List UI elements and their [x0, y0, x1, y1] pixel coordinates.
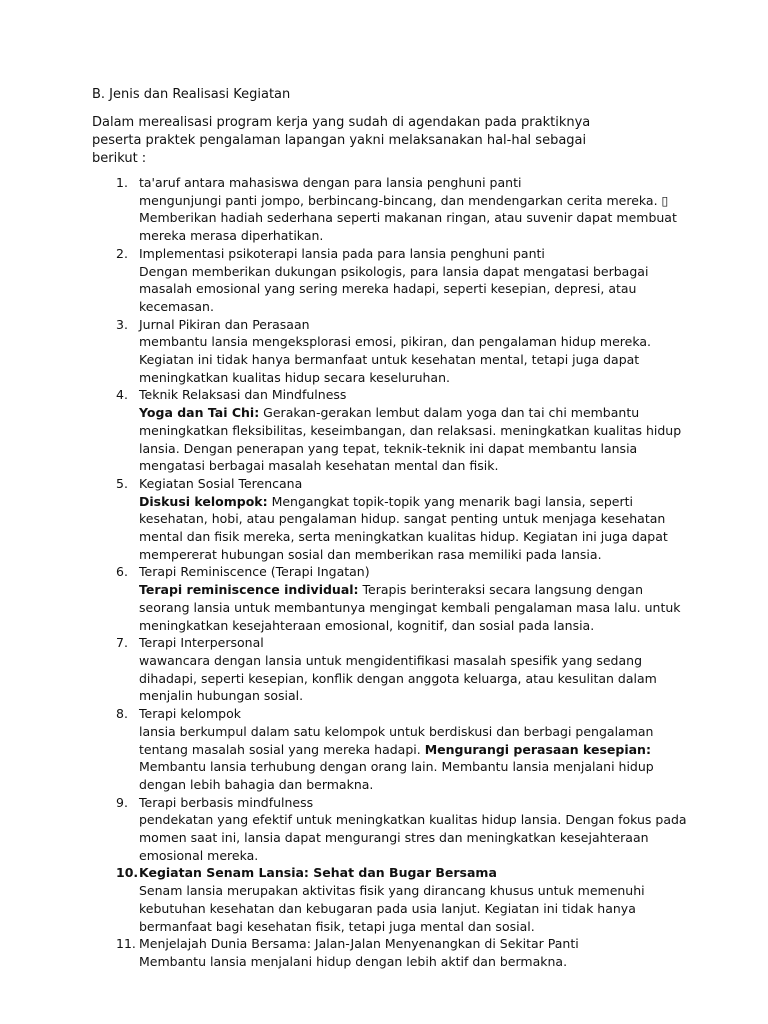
- list-item-10: [92, 864, 692, 935]
- list-item-7: [92, 634, 692, 705]
- list-item-1: [92, 174, 692, 245]
- item-body: [139, 723, 692, 794]
- item-title: Jurnal Pikiran dan Perasaan: [139, 316, 310, 332]
- item-title: Kegiatan Sosial Terencana: [139, 475, 303, 491]
- item-number: 6.: [116, 564, 128, 580]
- document-page: [92, 86, 692, 971]
- list-item-3: [92, 316, 692, 387]
- list-item-4: [92, 386, 692, 475]
- item-title: Implementasi psikoterapi lansia pada para lansia penghuni panti: [139, 245, 545, 261]
- item-title: Kegiatan Senam Lansia: Sehat dan Bugar Bersama: [139, 865, 497, 881]
- list-item-9: [92, 794, 692, 865]
- list-item-6: [92, 563, 692, 634]
- item-lead: Yoga dan Tai Chi:: [139, 405, 260, 421]
- item-number: 5.: [116, 475, 128, 491]
- item-body-text: Gerakan-gerakan lembut dalam yoga dan tai chi membantu meningkatkan fleksibilitas, keseimbangan, dan relaksasi. meningkatkan kualitas hidup lansia. Dengan penerapan yang tepat, teknik-teknik ini dapat membantu lansia mengatasi berbagai masalah kesehatan mental dan fisik.: [139, 405, 682, 474]
- activity-list: [92, 174, 692, 971]
- item-body-tail: Membantu lansia terhubung dengan orang lain. Membantu lansia menjalani hidup dengan lebih bahagia dan bermakna.: [139, 759, 654, 792]
- item-body-text: lansia berkumpul dalam satu kelompok untuk berdiskusi dan berbagi pengalaman tentang masalah sosial yang mereka hadapi.: [139, 723, 654, 757]
- list-item-11: [92, 935, 692, 970]
- intro-paragraph: Dalam merealisasi program kerja yang sudah di agendakan pada praktiknya peserta praktek pengalaman lapangan yakni melaksanakan hal-hal sebagai berikut :: [92, 115, 591, 166]
- item-title: Terapi Reminiscence (Terapi Ingatan): [139, 564, 370, 580]
- item-number: 8.: [116, 706, 128, 722]
- list-item-2: [92, 245, 692, 316]
- item-title: Teknik Relaksasi dan Mindfulness: [139, 387, 347, 403]
- item-body: [139, 404, 692, 475]
- item-number: 3.: [116, 316, 128, 332]
- item-body: [139, 581, 692, 634]
- section-heading: B. Jenis dan Realisasi Kegiatan: [92, 87, 291, 102]
- item-body: Dengan memberikan dukungan psikologis, para lansia dapat mengatasi berbagai masalah emosional yang sering mereka hadapi, seperti kesepian, depresi, atau kecemasan.: [139, 263, 649, 314]
- item-body: wawancara dengan lansia untuk mengidentifikasi masalah spesifik yang sedang dihadapi, seperti kesepian, konflik dengan anggota keluarga, atau kesulitan dalam menjalin hubungan sosial.: [139, 652, 657, 704]
- item-number: 2.: [116, 245, 128, 261]
- item-lead: Terapi reminiscence individual:: [139, 582, 359, 598]
- item-title: Terapi Interpersonal: [139, 635, 264, 651]
- item-title: Terapi berbasis mindfulness: [139, 794, 314, 810]
- item-body-text: Mengangkat topik-topik yang menarik bagi lansia, seperti kesehatan, hobi, atau pengalaman hidup. sangat penting untuk menjaga kesehatan mental dan fisik mereka, serta meningkatkan kualitas hidup. Kegiatan ini juga dapat mempererat hubungan sosial dan memberikan rasa memiliki pada lansia.: [139, 493, 668, 562]
- item-title: ta'aruf antara mahasiswa dengan para lansia penghuni panti: [139, 175, 522, 190]
- list-item-5: [92, 475, 692, 564]
- item-body: [139, 493, 679, 564]
- item-body: Membantu lansia menjalani hidup dengan lebih aktif dan bermakna.: [139, 953, 568, 969]
- item-lead: Diskusi kelompok:: [139, 493, 268, 509]
- item-title: Menjelajah Dunia Bersama: Jalan-Jalan Menyenangkan di Sekitar Panti: [139, 936, 579, 952]
- item-title: Terapi kelompok: [139, 706, 241, 722]
- item-body: Senam lansia merupakan aktivitas fisik yang dirancang khusus untuk memenuhi kebutuhan kesehatan dan kebugaran pada usia lanjut. Kegiatan ini tidak hanya bermanfaat bagi kesehatan fisik, tetapi juga mental dan sosial.: [139, 883, 645, 934]
- item-number: 9.: [116, 794, 128, 810]
- item-body: membantu lansia mengeksplorasi emosi, pikiran, dan pengalaman hidup mereka. Kegiatan ini tidak hanya bermanfaat untuk kesehatan mental, tetapi juga dapat meningkatkan kualitas hidup secara keseluruhan.: [139, 334, 651, 385]
- item-body: mengunjungi panti jompo, berbincang-bincang, dan mendengarkan cerita mereka. ▯ Memberikan hadiah sederhana seperti makanan ringan, atau suvenir dapat membuat mereka merasa diperhatikan.: [139, 192, 677, 244]
- item-number: 4.: [116, 387, 128, 403]
- list-item-8: [92, 705, 692, 794]
- item-mid-bold: Mengurangi perasaan kesepian:: [424, 741, 651, 757]
- item-number: 7.: [116, 635, 128, 651]
- item-number: 11.: [116, 936, 136, 952]
- item-number: 1.: [116, 175, 128, 190]
- item-body-text: Terapis berinteraksi secara langsung dengan seorang lansia untuk membantunya mengingat kembali pengalaman masa lalu. untuk meningkatkan kesejahteraan emosional, kognitif, dan sosial pada lansia.: [139, 582, 681, 633]
- item-body: pendekatan yang efektif untuk meningkatkan kualitas hidup lansia. Dengan fokus pada momen saat ini, lansia dapat mengurangi stres dan meningkatkan kesejahteraan emosional mereka.: [139, 812, 687, 863]
- item-number: 10.: [116, 865, 139, 881]
